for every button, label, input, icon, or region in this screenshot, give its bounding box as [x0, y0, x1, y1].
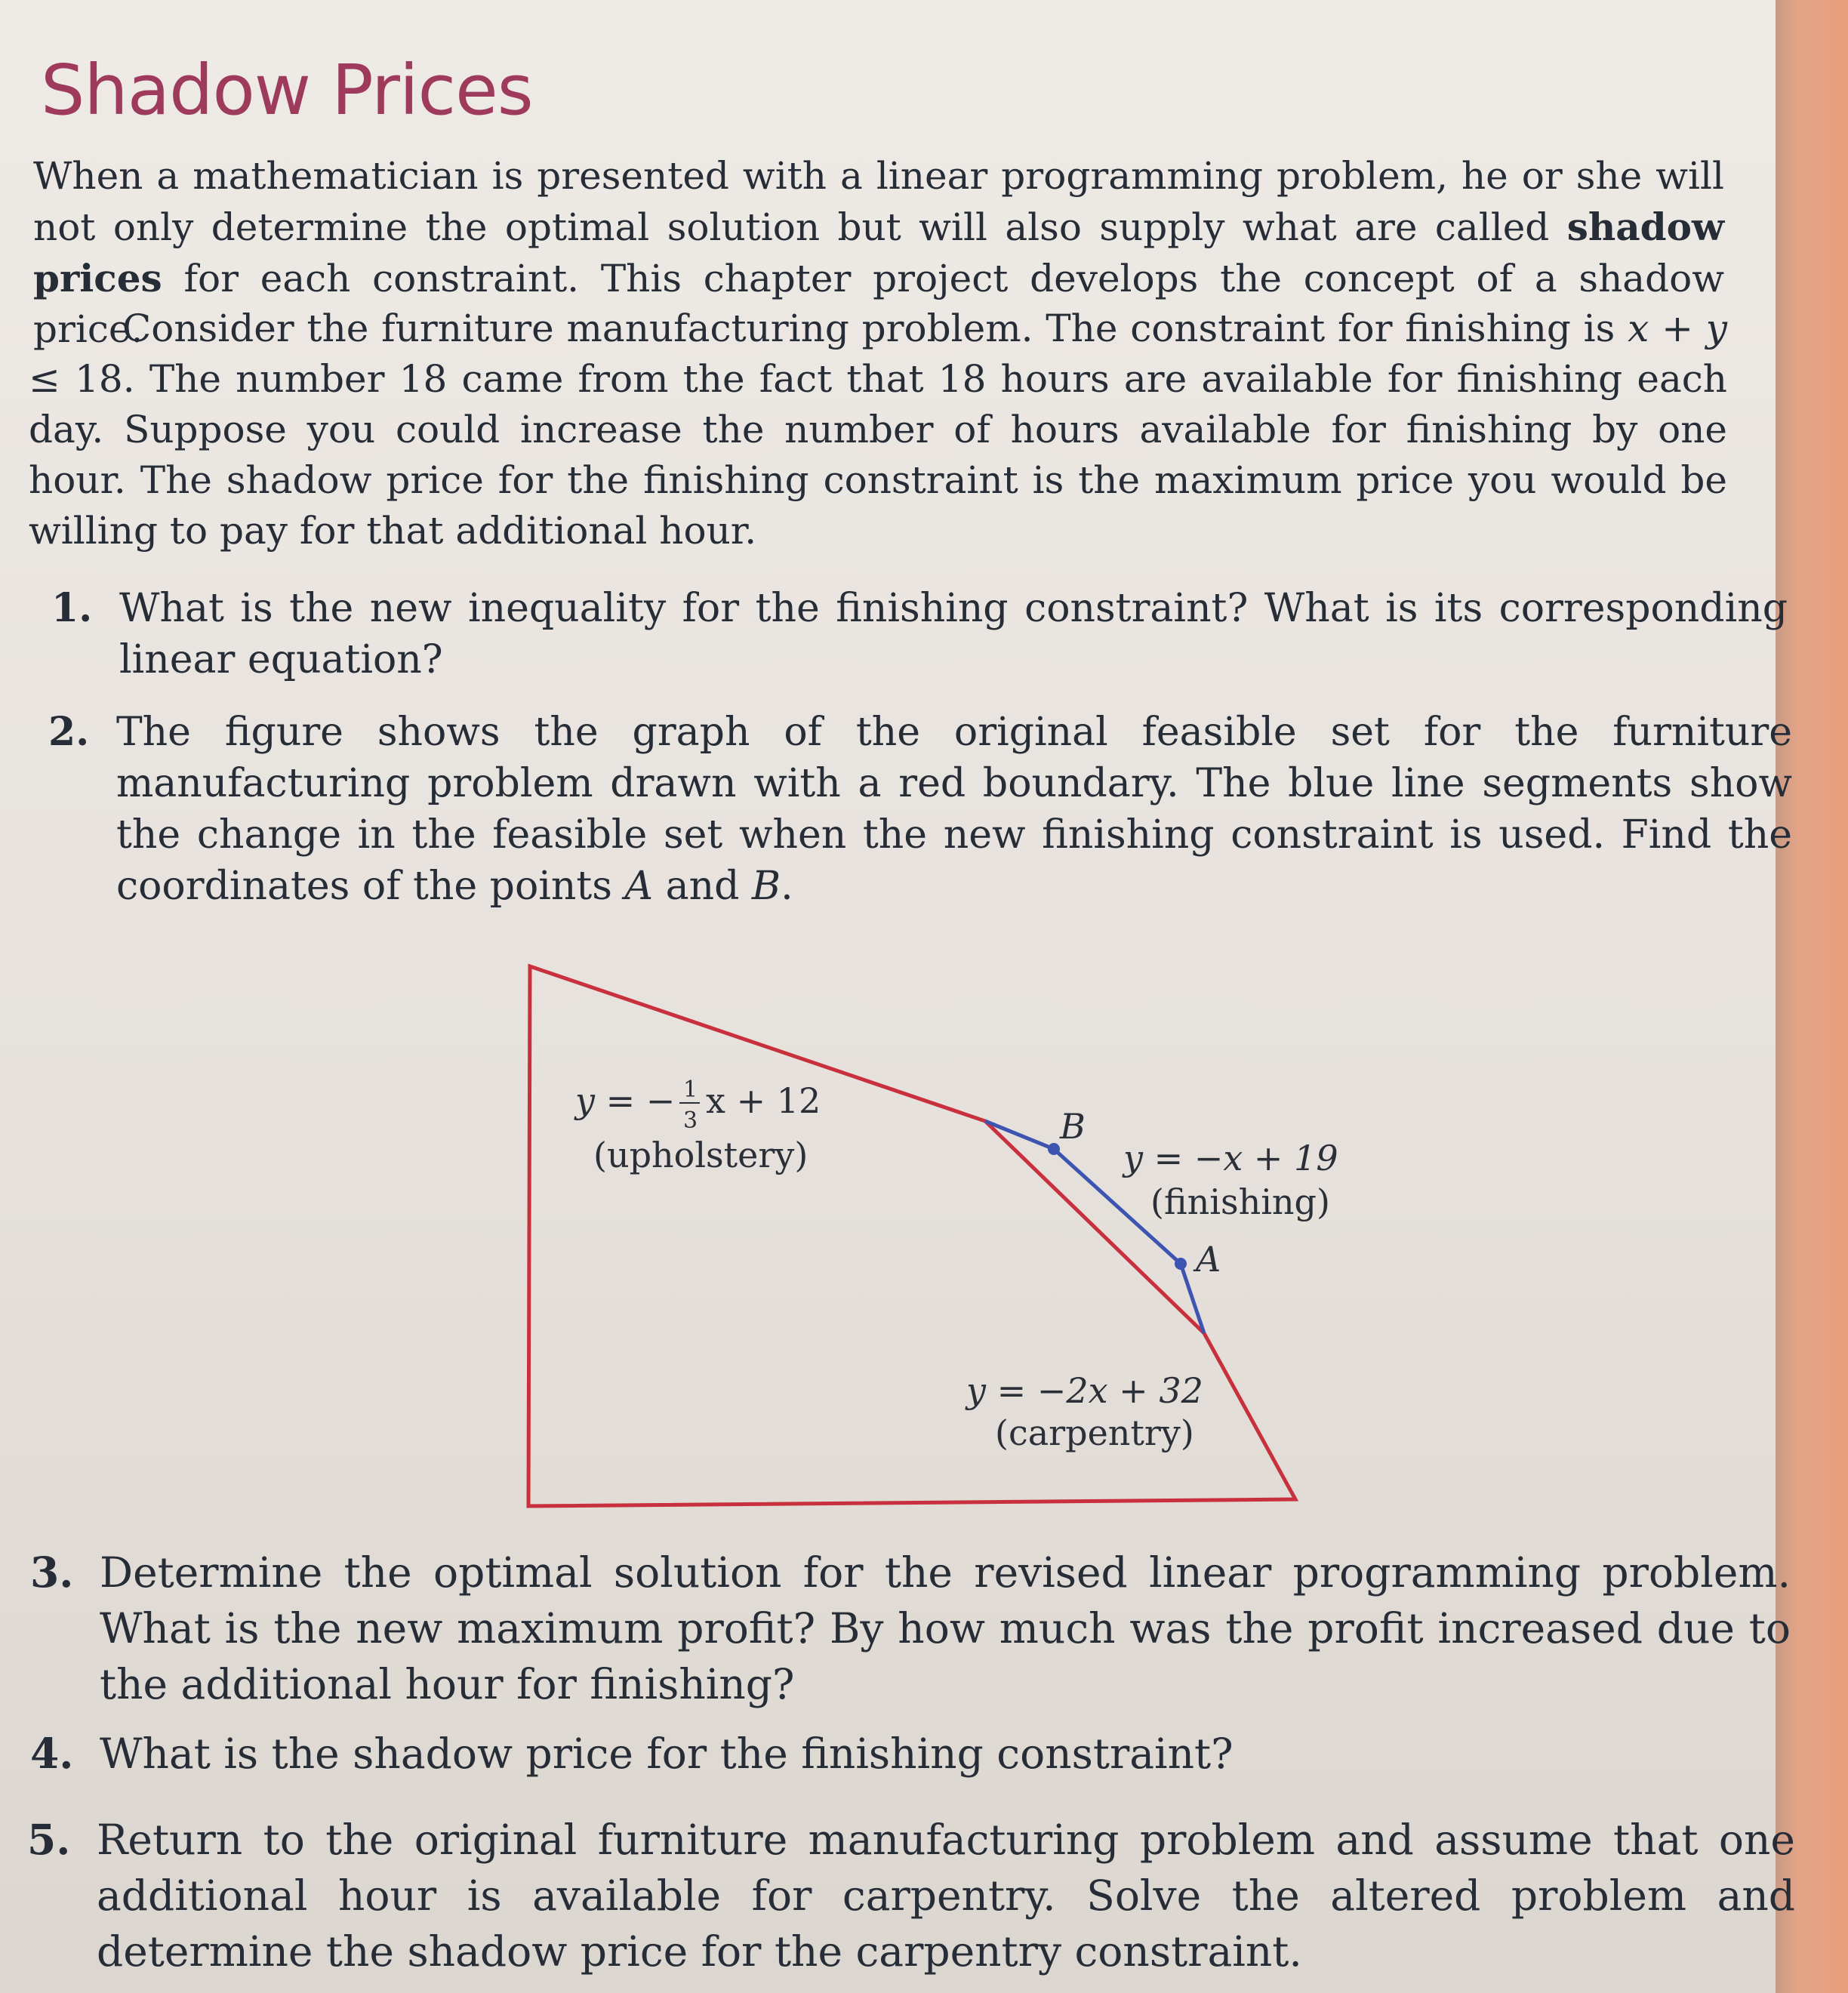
point-b-label: B [1060, 1106, 1086, 1147]
intro-p1-text-end: for each constraint. This chapter project develops the concept of a shadow price. [33, 257, 1724, 351]
and-word: and [653, 864, 752, 909]
carpentry-label: (carpentry) [995, 1412, 1194, 1453]
question-text: Return to the original furniture manufacturing problem and assume that one additional hour is available for carpentry. Solve the altered problem and determine the shadow price for the carpentry constraint. [97, 1816, 1795, 1976]
intro-p2-text: Consider the furniture manufacturing problem. The constraint for finishing is [122, 306, 1628, 350]
question-number: 1. [51, 585, 93, 631]
upholstery-equation-end: x + 12 [706, 1080, 821, 1121]
intro-p2-text-end: 18. The number 18 came from the fact that 18 hours are available for finishing each day. Suppose you could increase the number of hours available for finishing by one hour. The shadow price for the finishing constraint is the maximum price you would be willing to pay for that additional hour. [29, 357, 1727, 553]
upholstery-label: (upholstery) [593, 1135, 808, 1175]
question-number: 5. [27, 1815, 71, 1864]
page-title: Shadow Prices [41, 50, 533, 131]
question-number: 4. [30, 1729, 74, 1778]
question-number: 2. [48, 709, 90, 755]
upholstery-equation: y = − [575, 1080, 676, 1121]
point-a-marker [1175, 1258, 1187, 1270]
carpentry-equation: y = −2x + 32 [966, 1370, 1203, 1411]
finishing-inequality: x + y ≤ [29, 306, 1727, 401]
upholstery-frac-num: 1 [683, 1077, 698, 1103]
question-2-text: The figure shows the graph of the original feasible set for the furniture manufacturing problem drawn with a red boundary. The blue line segments show the change in the feasible set when the new finishing constraint is used. Find the coordinates of the points [116, 710, 1792, 909]
finishing-equation: y = −x + 19 [1123, 1138, 1338, 1178]
question-text: What is the shadow price for the finishing constraint? [100, 1730, 1234, 1778]
upholstery-frac-den: 3 [683, 1107, 698, 1134]
question-text: Determine the optimal solution for the revised linear programming problem. What is the new maximum profit? By how much was the profit increased due to the additional hour for finishing? [100, 1548, 1791, 1708]
question-number: 3. [30, 1548, 74, 1597]
finishing-label: (finishing) [1150, 1181, 1330, 1222]
point-a-ref: A [624, 864, 654, 909]
point-b-ref: B [751, 864, 781, 909]
intro-p1-text: When a mathematician is presented with a linear programming problem, he or she will not only determine the optimal solution but will also supply what are called [33, 154, 1724, 249]
point-b-marker [1048, 1143, 1060, 1155]
point-a-label: A [1196, 1239, 1221, 1280]
period: . [781, 864, 793, 909]
question-text: What is the new inequality for the finishing constraint? What is its corresponding linear equation? [119, 586, 1788, 682]
shadow-prices-term: shadow prices [33, 205, 1724, 300]
